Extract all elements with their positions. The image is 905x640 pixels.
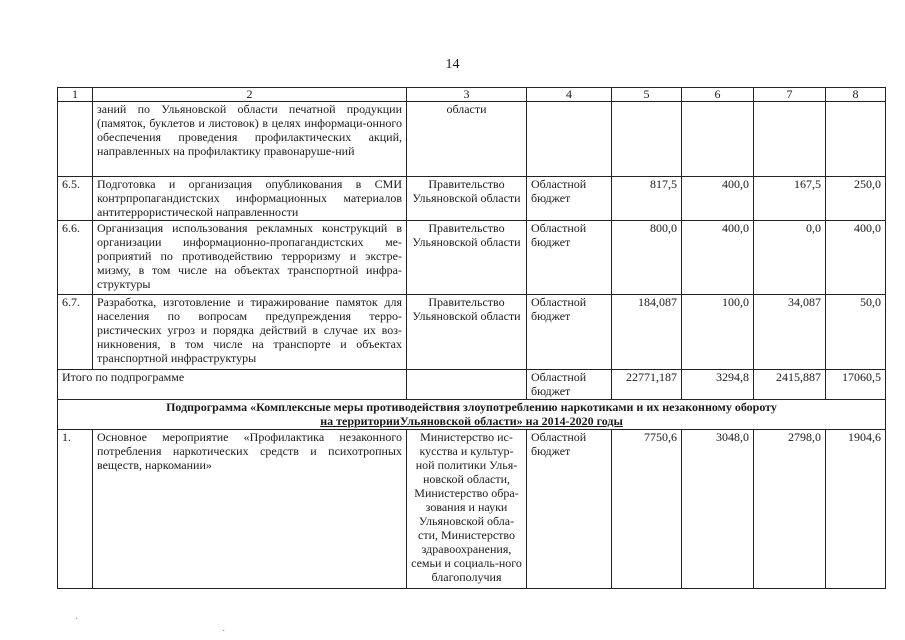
row-value-col7: 0,0: [754, 221, 826, 295]
row-description: Подготовка и организация опубликования в СМИ контрпропагандистских информационных материалов антитеррористической направленности: [93, 177, 407, 221]
row-executor: Правительство Ульяновской области: [407, 221, 527, 295]
row-description: Организация использования рекламных конструкций в организации информационно-пропагандистских ме-роприятий по противодействию терроризму и экстре-мизму, в том числе на объектах транспортной инфра-структуры: [93, 221, 407, 295]
col-header-3: 3: [407, 88, 527, 102]
row-number: 6.6.: [58, 221, 93, 295]
col-header-1: 1: [58, 88, 93, 102]
subprogram-heading-line-1: Подпрограмма «Комплексные меры противодействия злоупотреблению наркотиками и их незаконному обороту: [166, 400, 777, 414]
row-value-col5: 184,087: [612, 295, 682, 370]
total-executor-cell: [407, 370, 527, 400]
col-header-7: 7: [754, 88, 826, 102]
total-row: [58, 370, 886, 400]
cont-source-cell: [527, 102, 612, 177]
row-value-col7: 34,087: [754, 295, 826, 370]
cont-v5-cell: [612, 102, 682, 177]
row-value-col7: 2798,0: [754, 430, 826, 589]
row-value-col5: 7750,6: [612, 430, 682, 589]
row-funding-source: Областной бюджет: [527, 430, 612, 589]
cont-v6-cell: [682, 102, 754, 177]
total-value-col6: 3294,8: [682, 370, 754, 400]
row-description: Основное мероприятие «Профилактика незаконного потребления наркотических средств и психотропных веществ, наркомании»: [93, 430, 407, 589]
page-number: 14: [445, 57, 460, 72]
cont-executor: области: [407, 102, 527, 177]
continued-row: [58, 102, 886, 177]
total-funding-source: Областной бюджет: [527, 370, 612, 400]
total-value-col7: 2415,887: [754, 370, 826, 400]
subprogram-heading-line-2: на территорииУльяновской области» на 2014-2020 годы: [320, 414, 623, 428]
row-funding-source: Областной бюджет: [527, 221, 612, 295]
row-funding-source: Областной бюджет: [527, 177, 612, 221]
budget-table: [57, 87, 886, 589]
cont-description: заний по Ульяновской области печатной продукции (памяток, буклетов и листовок) в целях информаци-онного обеспечения проведения профилактических акций, направленных на профилактику правонаруше-ний: [93, 102, 407, 177]
row-value-col6: 400,0: [682, 177, 754, 221]
row-number: 6.5.: [58, 177, 93, 221]
row-value-col5: 800,0: [612, 221, 682, 295]
column-number-row: [58, 88, 886, 102]
col-header-5: 5: [612, 88, 682, 102]
row-executor: Правительство Ульяновской области: [407, 177, 527, 221]
row-value-col6: 100,0: [682, 295, 754, 370]
scan-artifact: ·: [222, 626, 226, 637]
row-number: 1.: [58, 430, 93, 589]
total-value-col8: 17060,5: [826, 370, 886, 400]
col-header-2: 2: [93, 88, 407, 102]
total-value-col5: 22771,187: [612, 370, 682, 400]
table-row: [58, 221, 886, 295]
row-executor: Правительство Ульяновской области: [407, 295, 527, 370]
row-value-col8: 250,0: [826, 177, 886, 221]
table-row: [58, 177, 886, 221]
row-value-col6: 400,0: [682, 221, 754, 295]
cont-v7-cell: [754, 102, 826, 177]
row-funding-source: Областной бюджет: [527, 295, 612, 370]
row-executor: Министерство ис-кусства и культур-ной политики Улья-новской области, Министерство обра-зования и науки Ульяновской обла-сти, Министерство здравоохранения, семьи и социаль-ного благополучия: [407, 430, 527, 589]
row-value-col5: 817,5: [612, 177, 682, 221]
row-value-col8: 400,0: [826, 221, 886, 295]
subprogram-heading: [58, 400, 886, 430]
col-header-6: 6: [682, 88, 754, 102]
cont-num-cell: [58, 102, 93, 177]
total-label: Итого по подпрограмме: [58, 370, 407, 400]
row-value-col8: 1904,6: [826, 430, 886, 589]
subprogram-heading-row: [58, 400, 886, 430]
row-value-col7: 167,5: [754, 177, 826, 221]
col-header-4: 4: [527, 88, 612, 102]
table-row: [58, 430, 886, 589]
cont-v8-cell: [826, 102, 886, 177]
scan-artifact: ·: [75, 614, 79, 625]
table-row: [58, 295, 886, 370]
row-value-col8: 50,0: [826, 295, 886, 370]
row-value-col6: 3048,0: [682, 430, 754, 589]
row-number: 6.7.: [58, 295, 93, 370]
col-header-8: 8: [826, 88, 886, 102]
row-description: Разработка, изготовление и тиражирование памяток для населения по вопросам предупреждения терро-ристических угроз и порядка действий в случае их воз-никновения, в том числе на транспорте и объектах транспортной инфраструктуры: [93, 295, 407, 370]
